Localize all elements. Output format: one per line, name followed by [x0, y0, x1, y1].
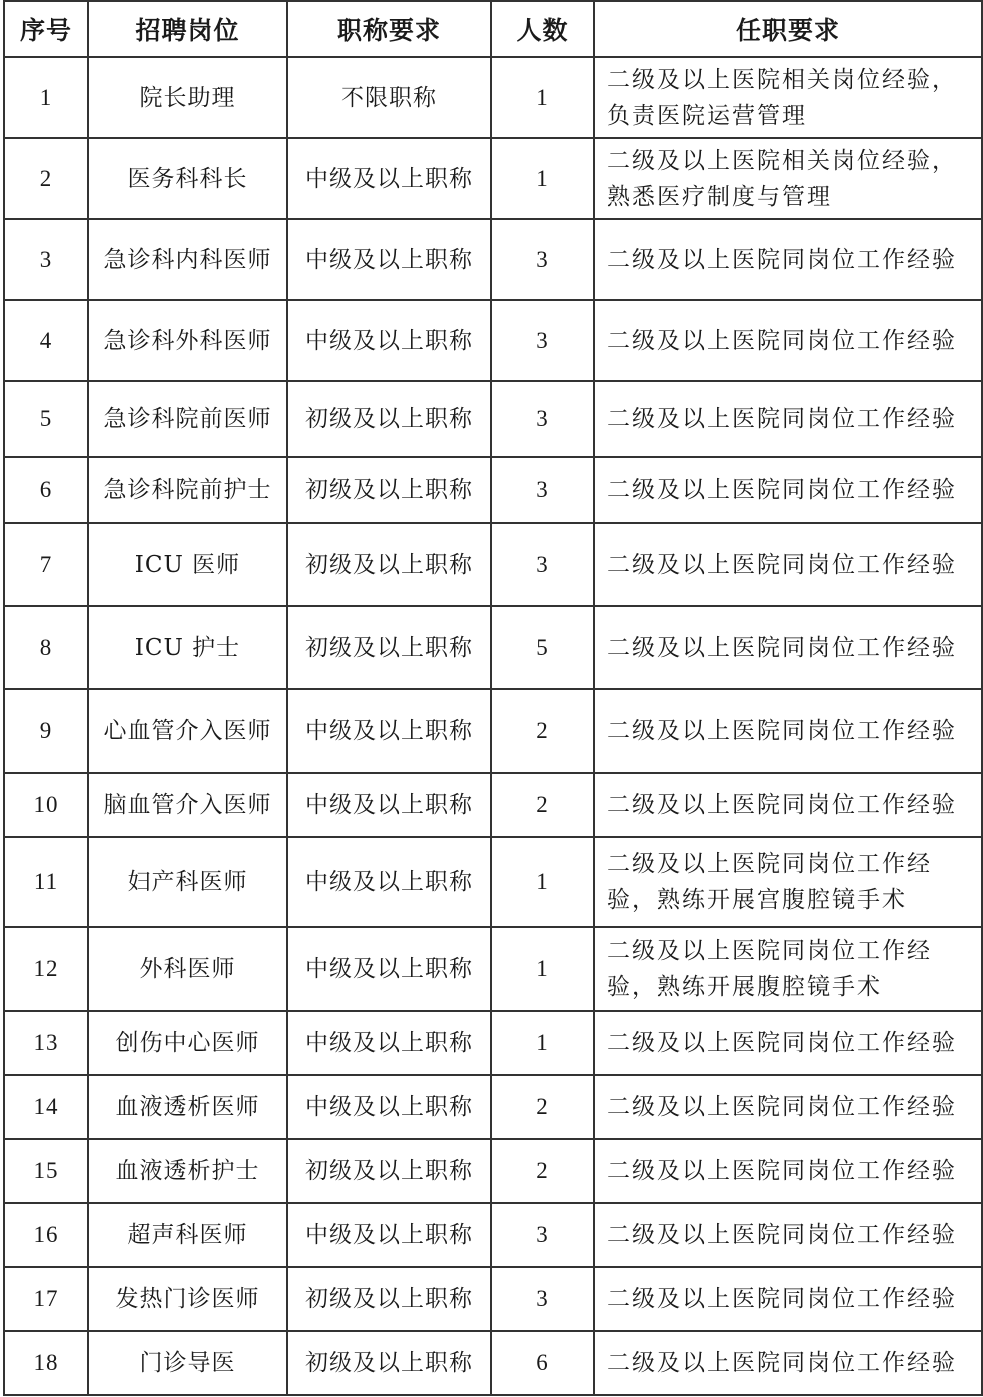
cell-count: 1 [491, 837, 594, 927]
cell-count: 2 [491, 689, 594, 773]
table-header-row [4, 1, 982, 57]
cell-title: 中级及以上职称 [287, 837, 491, 927]
cell-index: 15 [4, 1139, 88, 1203]
table-row [4, 219, 982, 300]
cell-count: 2 [491, 1075, 594, 1139]
cell-position: 妇产科医师 [88, 837, 287, 927]
cell-index: 8 [4, 606, 88, 689]
cell-index: 7 [4, 523, 88, 606]
cell-count: 1 [491, 1011, 594, 1075]
table-row [4, 300, 982, 381]
cell-title: 中级及以上职称 [287, 138, 491, 219]
cell-requirement: 二级及以上医院同岗位工作经验 [594, 689, 982, 773]
cell-position: 医务科科长 [88, 138, 287, 219]
table-row [4, 837, 982, 927]
cell-count: 1 [491, 138, 594, 219]
cell-position: 超声科医师 [88, 1203, 287, 1267]
cell-title: 中级及以上职称 [287, 1011, 491, 1075]
cell-position: 急诊科院前护士 [88, 457, 287, 523]
table-row [4, 1203, 982, 1267]
table-row [4, 927, 982, 1011]
cell-requirement: 二级及以上医院同岗位工作经验 [594, 1203, 982, 1267]
cell-position: 创伤中心医师 [88, 1011, 287, 1075]
cell-count: 6 [491, 1331, 594, 1395]
table-row [4, 1075, 982, 1139]
cell-requirement: 二级及以上医院同岗位工作经验 [594, 1075, 982, 1139]
cell-requirement: 二级及以上医院相关岗位经验，负责医院运营管理 [594, 57, 982, 138]
cell-title: 中级及以上职称 [287, 1075, 491, 1139]
cell-title: 初级及以上职称 [287, 523, 491, 606]
cell-position: 外科医师 [88, 927, 287, 1011]
cell-count: 3 [491, 1203, 594, 1267]
header-index: 序号 [4, 1, 88, 57]
cell-title: 中级及以上职称 [287, 219, 491, 300]
table-row [4, 1267, 982, 1331]
cell-count: 2 [491, 1139, 594, 1203]
cell-count: 3 [491, 219, 594, 300]
table-row [4, 457, 982, 523]
cell-title: 中级及以上职称 [287, 689, 491, 773]
cell-title: 初级及以上职称 [287, 1139, 491, 1203]
cell-position: 急诊科内科医师 [88, 219, 287, 300]
cell-index: 3 [4, 219, 88, 300]
table-row [4, 773, 982, 837]
table-row [4, 606, 982, 689]
cell-count: 3 [491, 300, 594, 381]
cell-requirement: 二级及以上医院相关岗位经验，熟悉医疗制度与管理 [594, 138, 982, 219]
cell-title: 中级及以上职称 [287, 300, 491, 381]
cell-title: 初级及以上职称 [287, 1331, 491, 1395]
cell-requirement: 二级及以上医院同岗位工作经验 [594, 1139, 982, 1203]
cell-index: 17 [4, 1267, 88, 1331]
cell-requirement: 二级及以上医院同岗位工作经验 [594, 1331, 982, 1395]
cell-count: 2 [491, 773, 594, 837]
cell-requirement: 二级及以上医院同岗位工作经验 [594, 1011, 982, 1075]
cell-title: 初级及以上职称 [287, 457, 491, 523]
cell-count: 5 [491, 606, 594, 689]
cell-position: 门诊导医 [88, 1331, 287, 1395]
recruitment-table-container [3, 0, 981, 1396]
cell-index: 1 [4, 57, 88, 138]
cell-title: 中级及以上职称 [287, 773, 491, 837]
cell-index: 18 [4, 1331, 88, 1395]
cell-position: 心血管介入医师 [88, 689, 287, 773]
cell-requirement: 二级及以上医院同岗位工作经验 [594, 457, 982, 523]
table-row [4, 1139, 982, 1203]
cell-position: ICU 护士 [88, 606, 287, 689]
cell-title: 中级及以上职称 [287, 1203, 491, 1267]
cell-position: 脑血管介入医师 [88, 773, 287, 837]
cell-requirement: 二级及以上医院同岗位工作经验 [594, 523, 982, 606]
cell-count: 3 [491, 523, 594, 606]
cell-title: 中级及以上职称 [287, 927, 491, 1011]
header-position: 招聘岗位 [88, 1, 287, 57]
header-title: 职称要求 [287, 1, 491, 57]
cell-index: 16 [4, 1203, 88, 1267]
table-row [4, 1331, 982, 1395]
table-row [4, 57, 982, 138]
header-requirement: 任职要求 [594, 1, 982, 57]
cell-requirement: 二级及以上医院同岗位工作经验 [594, 300, 982, 381]
recruitment-table [3, 0, 983, 1396]
cell-count: 3 [491, 381, 594, 457]
cell-position: 血液透析护士 [88, 1139, 287, 1203]
cell-title: 初级及以上职称 [287, 606, 491, 689]
cell-requirement: 二级及以上医院同岗位工作经验 [594, 1267, 982, 1331]
cell-index: 10 [4, 773, 88, 837]
cell-count: 3 [491, 457, 594, 523]
cell-index: 11 [4, 837, 88, 927]
cell-requirement: 二级及以上医院同岗位工作经验 [594, 381, 982, 457]
cell-index: 2 [4, 138, 88, 219]
cell-requirement: 二级及以上医院同岗位工作经验 [594, 606, 982, 689]
cell-count: 1 [491, 927, 594, 1011]
cell-requirement: 二级及以上医院同岗位工作经验，熟练开展腹腔镜手术 [594, 927, 982, 1011]
cell-index: 5 [4, 381, 88, 457]
cell-position: 发热门诊医师 [88, 1267, 287, 1331]
cell-index: 14 [4, 1075, 88, 1139]
cell-index: 13 [4, 1011, 88, 1075]
header-count: 人数 [491, 1, 594, 57]
cell-index: 4 [4, 300, 88, 381]
table-row [4, 381, 982, 457]
table-row [4, 523, 982, 606]
cell-position: 急诊科院前医师 [88, 381, 287, 457]
cell-title: 不限职称 [287, 57, 491, 138]
cell-position: 院长助理 [88, 57, 287, 138]
cell-count: 3 [491, 1267, 594, 1331]
cell-requirement: 二级及以上医院同岗位工作经验，熟练开展宫腹腔镜手术 [594, 837, 982, 927]
table-row [4, 1011, 982, 1075]
cell-title: 初级及以上职称 [287, 1267, 491, 1331]
table-row [4, 138, 982, 219]
cell-title: 初级及以上职称 [287, 381, 491, 457]
cell-requirement: 二级及以上医院同岗位工作经验 [594, 219, 982, 300]
table-row [4, 689, 982, 773]
cell-index: 12 [4, 927, 88, 1011]
cell-count: 1 [491, 57, 594, 138]
cell-index: 6 [4, 457, 88, 523]
cell-position: 血液透析医师 [88, 1075, 287, 1139]
cell-index: 9 [4, 689, 88, 773]
cell-position: ICU 医师 [88, 523, 287, 606]
cell-position: 急诊科外科医师 [88, 300, 287, 381]
cell-requirement: 二级及以上医院同岗位工作经验 [594, 773, 982, 837]
